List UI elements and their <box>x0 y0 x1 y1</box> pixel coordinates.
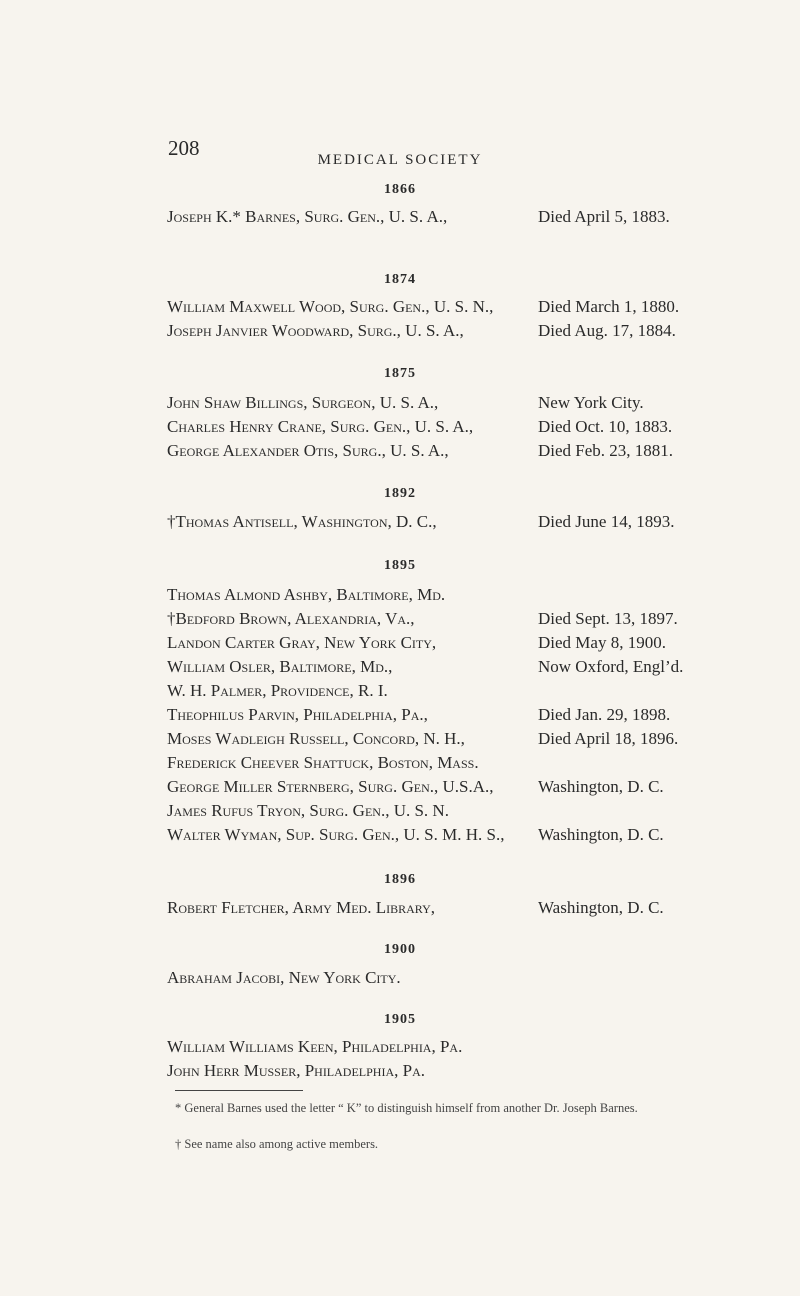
member-note: Now Oxford, Engl’d. <box>538 657 684 676</box>
member-name: George Miller Sternberg, Surg. Gen., U.S.A., <box>167 777 494 796</box>
member-name: William Williams Keen, Philadelphia, Pa. <box>167 1037 463 1056</box>
member-note: Washington, D. C. <box>538 898 664 917</box>
member-name: Joseph Janvier Woodward, Surg., U. S. A., <box>167 321 464 340</box>
member-entry <box>167 1037 767 1063</box>
member-entry <box>167 898 767 924</box>
member-name: Walter Wyman, Sup. Surg. Gen., U. S. M. H. S., <box>167 825 505 844</box>
member-note: Died Feb. 23, 1881. <box>538 441 674 460</box>
member-name: Theophilus Parvin, Philadelphia, Pa., <box>167 705 428 724</box>
member-entry <box>167 512 767 538</box>
member-note: New York City. <box>538 393 644 412</box>
member-note: Died Aug. 17, 1884. <box>538 321 676 340</box>
member-note: Died March 1, 1880. <box>538 297 680 316</box>
member-name: Abraham Jacobi, New York City. <box>167 968 401 987</box>
member-note: Died Oct. 10, 1883. <box>538 417 673 436</box>
member-name: Robert Fletcher, Army Med. Library, <box>167 898 436 917</box>
member-note: Died April 18, 1896. <box>538 729 679 748</box>
member-entry <box>167 609 767 635</box>
member-name: †Bedford Brown, Alexandria, Va., <box>167 609 415 628</box>
member-entry <box>167 657 767 683</box>
member-entry <box>167 417 767 443</box>
member-entry <box>167 777 767 803</box>
member-entry <box>167 207 767 233</box>
member-note: Died June 14, 1893. <box>538 512 675 531</box>
member-entry <box>167 825 767 851</box>
footnote: * General Barnes used the letter “ K” to distinguish himself from another Dr. Joseph Barnes. <box>175 1101 638 1115</box>
year-heading: 1866 <box>384 182 416 197</box>
member-name: Thomas Almond Ashby, Baltimore, Md. <box>167 585 446 604</box>
member-note: Washington, D. C. <box>538 825 664 844</box>
footnote-rule <box>175 1090 303 1091</box>
member-note: Washington, D. C. <box>538 777 664 796</box>
member-name: John Shaw Billings, Surgeon, U. S. A., <box>167 393 439 412</box>
running-head: MEDICAL SOCIETY <box>317 152 483 168</box>
member-note: Died May 8, 1900. <box>538 633 666 652</box>
footnote: † See name also among active members. <box>175 1137 379 1151</box>
member-name: Charles Henry Crane, Surg. Gen., U. S. A., <box>167 417 474 436</box>
year-heading: 1895 <box>384 558 416 573</box>
member-name: Moses Wadleigh Russell, Concord, N. H., <box>167 729 465 748</box>
member-entry <box>167 321 767 347</box>
member-name: W. H. Palmer, Providence, R. I. <box>167 681 388 700</box>
member-entry <box>167 297 767 323</box>
member-entry <box>167 968 767 994</box>
member-note: Died April 5, 1883. <box>538 207 670 226</box>
year-heading: 1874 <box>384 272 416 287</box>
member-name: Joseph K.* Barnes, Surg. Gen., U. S. A., <box>167 207 448 226</box>
member-name: Landon Carter Gray, New York City, <box>167 633 437 652</box>
member-name: †Thomas Antisell, Washington, D. C., <box>167 512 437 531</box>
member-note: Died Jan. 29, 1898. <box>538 705 671 724</box>
member-name: William Maxwell Wood, Surg. Gen., U. S. N., <box>167 297 494 316</box>
year-heading: 1905 <box>384 1012 416 1027</box>
member-name: James Rufus Tryon, Surg. Gen., U. S. N. <box>167 801 449 820</box>
member-name: Frederick Cheever Shattuck, Boston, Mass. <box>167 753 479 772</box>
year-heading: 1896 <box>384 872 416 887</box>
member-entry <box>167 393 767 419</box>
year-heading: 1892 <box>384 486 416 501</box>
member-entry <box>167 705 767 731</box>
year-heading: 1900 <box>384 942 416 957</box>
member-entry <box>167 729 767 755</box>
member-entry <box>167 801 767 827</box>
member-entry <box>167 441 767 467</box>
member-name: John Herr Musser, Philadelphia, Pa. <box>167 1061 426 1080</box>
member-note: Died Sept. 13, 1897. <box>538 609 678 628</box>
member-name: George Alexander Otis, Surg., U. S. A., <box>167 441 449 460</box>
page-number: 208 <box>168 136 200 160</box>
member-entry <box>167 753 767 779</box>
year-heading: 1875 <box>384 366 416 381</box>
member-entry <box>167 1061 767 1087</box>
member-entry <box>167 681 767 707</box>
member-name: William Osler, Baltimore, Md., <box>167 657 393 676</box>
member-entry <box>167 633 767 659</box>
member-entry <box>167 585 767 611</box>
